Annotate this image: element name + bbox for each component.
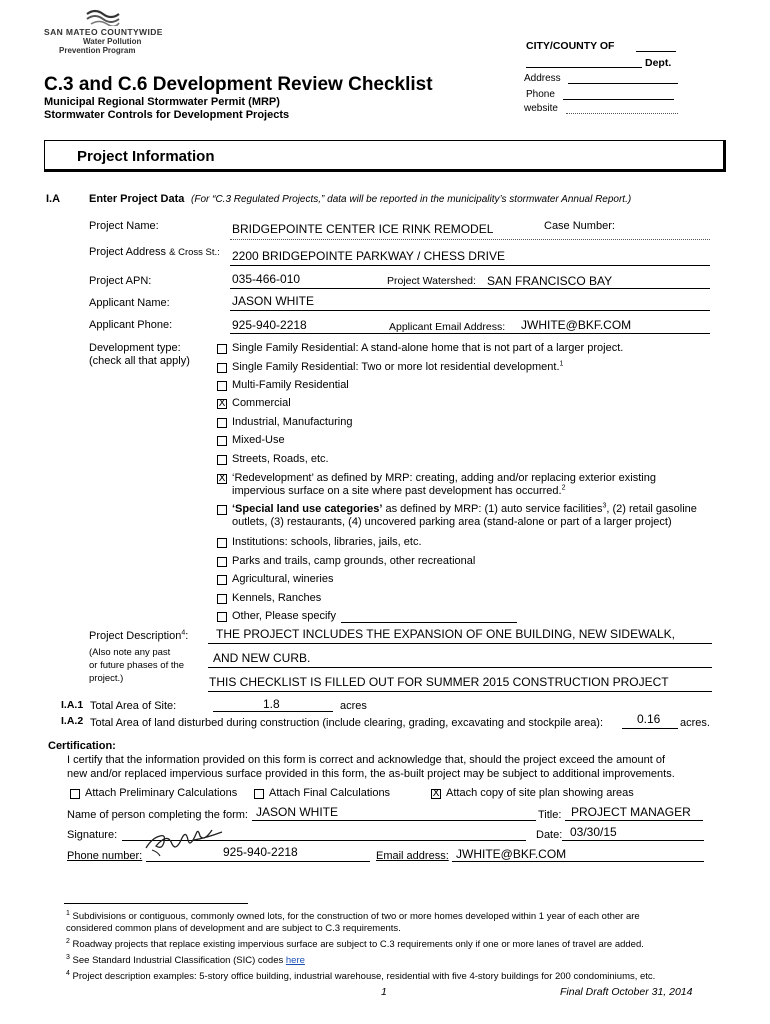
checkbox[interactable] xyxy=(217,505,227,515)
phone-label: Phone xyxy=(526,89,555,100)
completer-name-field[interactable]: JASON WHITE xyxy=(256,805,339,819)
applicant-name-label: Applicant Name: xyxy=(89,297,170,309)
description-note-2: or future phases of the xyxy=(89,660,185,671)
checkbox[interactable] xyxy=(217,612,227,622)
title-label: Title: xyxy=(538,809,562,821)
dept-label: Dept. xyxy=(645,57,672,69)
applicant-name-field[interactable]: JASON WHITE xyxy=(232,294,315,308)
ia2-number: I.A.2 xyxy=(61,715,84,727)
wave-logo-icon xyxy=(85,6,121,26)
ia-heading: Enter Project Data xyxy=(89,193,185,205)
footnote-1: $^1$ Subdivisions or contiguous, commonly owned lots, for the construction of two or more homes developed within 1 year of each other are xyxy=(66,909,640,922)
watershed-label: Project Watershed: xyxy=(387,275,476,287)
site-area-unit: acres xyxy=(340,700,367,712)
ia-note: (For “C.3 Regulated Projects,” data will be reported in the municipality’s stormwater Annual Report.) xyxy=(191,194,632,205)
project-name-field[interactable]: BRIDGEPOINTE CENTER ICE RINK REMODEL xyxy=(232,222,494,236)
dev-type-hint: (check all that apply) xyxy=(89,355,190,367)
ia1-number: I.A.1 xyxy=(61,699,84,711)
project-apn-label: Project APN: xyxy=(89,275,152,287)
checkbox[interactable]: X xyxy=(218,398,226,409)
date-field[interactable]: 03/30/15 xyxy=(570,825,617,839)
section-title: Project Information xyxy=(77,148,215,165)
page-number: 1 xyxy=(381,986,387,998)
footnote-3: $^3$ See Standard Industrial Classification (SIC) codes here xyxy=(66,953,305,966)
disturbed-area-label: Total Area of land disturbed during construction (include clearing, grading, excavating and stockpile area): xyxy=(90,717,604,729)
sic-codes-link[interactable]: here xyxy=(285,955,305,966)
project-description-line2[interactable]: AND NEW CURB. xyxy=(213,651,311,665)
footnote-2: $^2$ Roadway projects that replace existing impervious surface are subject to C.3 requirements only if one or more lanes of travel are added. xyxy=(66,937,644,950)
project-description-line3[interactable]: THIS CHECKLIST IS FILLED OUT FOR SUMMER 2015 CONSTRUCTION PROJECT xyxy=(209,675,669,689)
checkbox[interactable]: X xyxy=(218,473,226,484)
ia-number: I.A xyxy=(46,193,61,205)
project-apn-field[interactable]: 035-466-010 xyxy=(232,272,301,286)
footnote-1-cont: considered common plans of development and are subject to C.3 requirements. xyxy=(66,923,401,934)
checkbox[interactable] xyxy=(217,418,227,428)
applicant-email-label: Applicant Email Address: xyxy=(389,321,506,333)
logo-line2: Water Pollution xyxy=(83,37,142,46)
certification-heading: Certification: xyxy=(48,740,116,752)
checkbox[interactable] xyxy=(254,789,264,799)
section-header-box xyxy=(44,140,726,172)
checkbox[interactable] xyxy=(217,344,227,354)
applicant-email-field[interactable]: JWHITE@BKF.COM xyxy=(521,318,632,332)
checkbox[interactable] xyxy=(217,455,227,465)
phone-number-field[interactable]: 925-940-2218 xyxy=(223,845,298,859)
subtitle-mrp: Municipal Regional Stormwater Permit (MRP) xyxy=(44,96,280,108)
checkbox[interactable] xyxy=(70,789,80,799)
applicant-phone-label: Applicant Phone: xyxy=(89,319,173,331)
applicant-phone-field[interactable]: 925-940-2218 xyxy=(232,318,307,332)
site-area-field[interactable]: 1.8 xyxy=(263,697,280,711)
disturbed-area-unit: acres. xyxy=(680,717,710,729)
project-name-label: Project Name: xyxy=(89,220,159,232)
disturbed-area-field[interactable]: 0.16 xyxy=(637,712,661,726)
logo-line1: SAN MATEO COUNTYWIDE xyxy=(44,27,163,37)
case-number-label: Case Number: xyxy=(544,220,615,232)
checkbox[interactable] xyxy=(217,381,227,391)
checkbox[interactable] xyxy=(217,557,227,567)
draft-date: Final Draft October 31, 2014 xyxy=(560,986,693,998)
date-label: Date: xyxy=(536,829,563,841)
page-title: C.3 and C.6 Development Review Checklist xyxy=(44,74,433,95)
description-note-3: project.) xyxy=(89,673,124,684)
description-note-1: (Also note any past xyxy=(89,647,171,658)
handwritten-signature-icon xyxy=(142,822,232,858)
watershed-field[interactable]: SAN FRANCISCO BAY xyxy=(487,274,613,288)
checkbox[interactable] xyxy=(217,575,227,585)
subtitle-stormwater: Stormwater Controls for Development Projects xyxy=(44,109,290,121)
footnote-4: $^4$ Project description examples: 5-story office building, industrial warehouse, residential with five 4-story buildings for 200 condominiums, etc. xyxy=(66,969,656,982)
signature-label: Signature: xyxy=(67,829,118,841)
certification-text-2: new and/or replaced impervious surface provided in this form, the as-built project may be subject to additional improvements. xyxy=(67,768,675,780)
project-address-label: Project Address & Cross St.: xyxy=(89,246,220,258)
email-address-label: Email address: xyxy=(376,850,449,862)
completer-name-label: Name of person completing the form: xyxy=(67,809,248,821)
checkbox[interactable] xyxy=(217,538,227,548)
site-area-label: Total Area of Site: xyxy=(90,700,177,712)
checkbox[interactable] xyxy=(217,363,227,373)
email-address-field[interactable]: JWHITE@BKF.COM xyxy=(456,847,567,861)
checkbox[interactable] xyxy=(217,594,227,604)
certification-text-1: I certify that the information provided on this form is correct and acknowledge that, should the project exceed the amount of xyxy=(67,754,665,766)
title-field[interactable]: PROJECT MANAGER xyxy=(571,805,691,819)
checkbox[interactable]: X xyxy=(432,788,440,799)
other-specify-field[interactable] xyxy=(341,622,517,623)
website-label: website xyxy=(524,103,558,114)
city-label: CITY/COUNTY OF xyxy=(526,40,615,52)
phone-number-label: Phone number: xyxy=(67,850,143,862)
project-description-line1[interactable]: THE PROJECT INCLUDES THE EXPANSION OF ONE BUILDING, NEW SIDEWALK, xyxy=(216,627,675,641)
logo-line3: Prevention Program xyxy=(59,46,136,55)
checkbox[interactable] xyxy=(217,436,227,446)
address-label: Address xyxy=(524,73,561,84)
dev-type-label: Development type: xyxy=(89,342,181,354)
project-address-field[interactable]: 2200 BRIDGEPOINTE PARKWAY / CHESS DRIVE xyxy=(232,249,505,263)
project-description-label: Project Description$^4$: xyxy=(89,629,189,642)
